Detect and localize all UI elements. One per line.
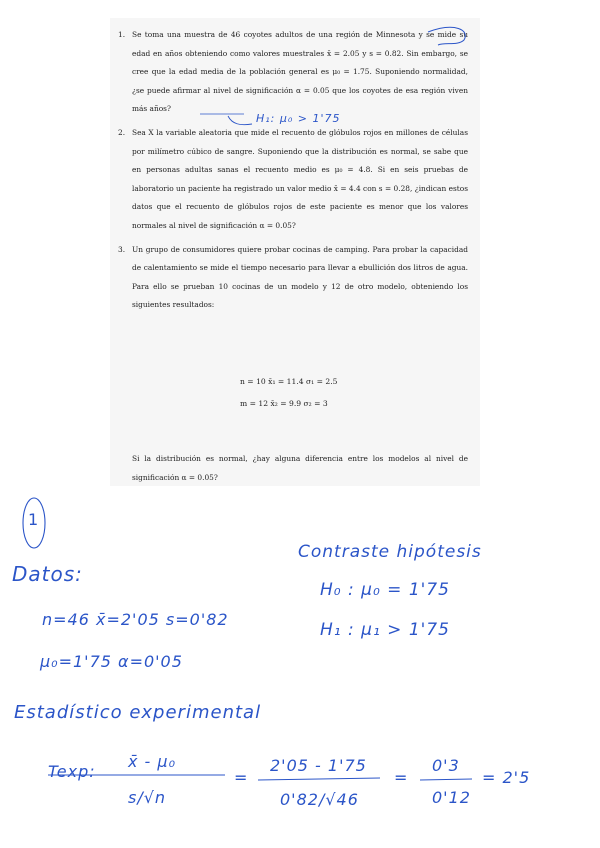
- circle-number: 1: [28, 510, 40, 529]
- problem-3-number: 3.: [118, 244, 126, 254]
- estadistico-title: Estadístico experimental: [14, 702, 262, 723]
- annotation-h1: H₁: μ₀ > 1'75: [256, 112, 341, 125]
- h0-hypothesis: H₀ : μ₀ = 1'75: [320, 580, 450, 600]
- fraction-bar-substitution: [258, 778, 380, 780]
- texp-label: Texp:: [48, 762, 96, 781]
- arrow-curve-stroke: [228, 116, 252, 125]
- formula-denominator: s/√n: [128, 788, 167, 807]
- problem-3-data-row-2: m = 12 x̄₂ = 9.9 σ₂ = 3: [240, 399, 328, 408]
- problem-1-text: Se toma una muestra de 46 coyotes adultos de una región de Minnesota y se mide su edad en años obteniendo como valores muestrales x̄ = 2.05 y s = 0.82. Sin embargo, se cree que la edad media de la población general es μ₀ = 1.75. Suponiendo normalidad, ¿se puede afirmar al nivel de significación α = 0.05 que los coyotes de esa región viven más años?: [132, 30, 468, 114]
- datos-title: Datos:: [12, 562, 83, 586]
- problem-2-text: Sea X la variable aleatoria que mide el recuento de glóbulos rojos en millones de células por milímetro cúbico de sangre. Suponiendo que la distribución es normal, se sabe que en personas adultas sanas el recuento medio es μ₀ = 4.8. Si en seis pruebas de laboratorio un paciente ha registrado un valor medio x̄ = 4.4 con s = 0.28, ¿indican estos datos que el recuento de glóbulos rojos de este paciente es menor que los valores normales al nivel de significación α = 0.05?: [132, 127, 468, 230]
- formula-numerator: x̄ - μ₀: [128, 752, 177, 771]
- problem-2-number: 2.: [118, 127, 126, 137]
- substitution-denominator: 0'82/√46: [280, 790, 359, 809]
- underline-mide-stroke: [428, 27, 465, 45]
- final-result: = 2'5: [482, 768, 531, 787]
- equals-sign-1: =: [234, 768, 249, 787]
- simplified-numerator: 0'3: [432, 756, 460, 775]
- problem-1-number: 1.: [118, 30, 126, 39]
- datos-line-1: n=46 x̄=2'05 s=0'82: [42, 610, 229, 629]
- simplified-denominator: 0'12: [432, 788, 471, 807]
- problem-3-question: Si la distribución es normal, ¿hay alguna diferencia entre los modelos al nivel de significación α = 0.05?: [132, 454, 468, 482]
- problem-3-text: Un grupo de consumidores quiere probar cocinas de camping. Para probar la capacidad de calentamiento se mide el tiempo necesario para llevar a ebullición dos litros de agua. Para ello se prueban 10 cocinas de un modelo y 12 de otro modelo, obteniendo los siguientes resultados:: [132, 244, 468, 310]
- equals-sign-2: =: [394, 768, 409, 787]
- substitution-numerator: 2'05 - 1'75: [270, 756, 367, 775]
- h1-hypothesis: H₁ : μ₁ > 1'75: [320, 620, 450, 640]
- problem-3-data-row-1: n = 10 x̄₁ = 11.4 σ₁ = 2.5: [240, 377, 338, 386]
- datos-line-2: μ₀=1'75 α=0'05: [40, 652, 183, 671]
- fraction-bar-simplified: [420, 779, 472, 780]
- contraste-title: Contraste hipótesis: [298, 542, 482, 562]
